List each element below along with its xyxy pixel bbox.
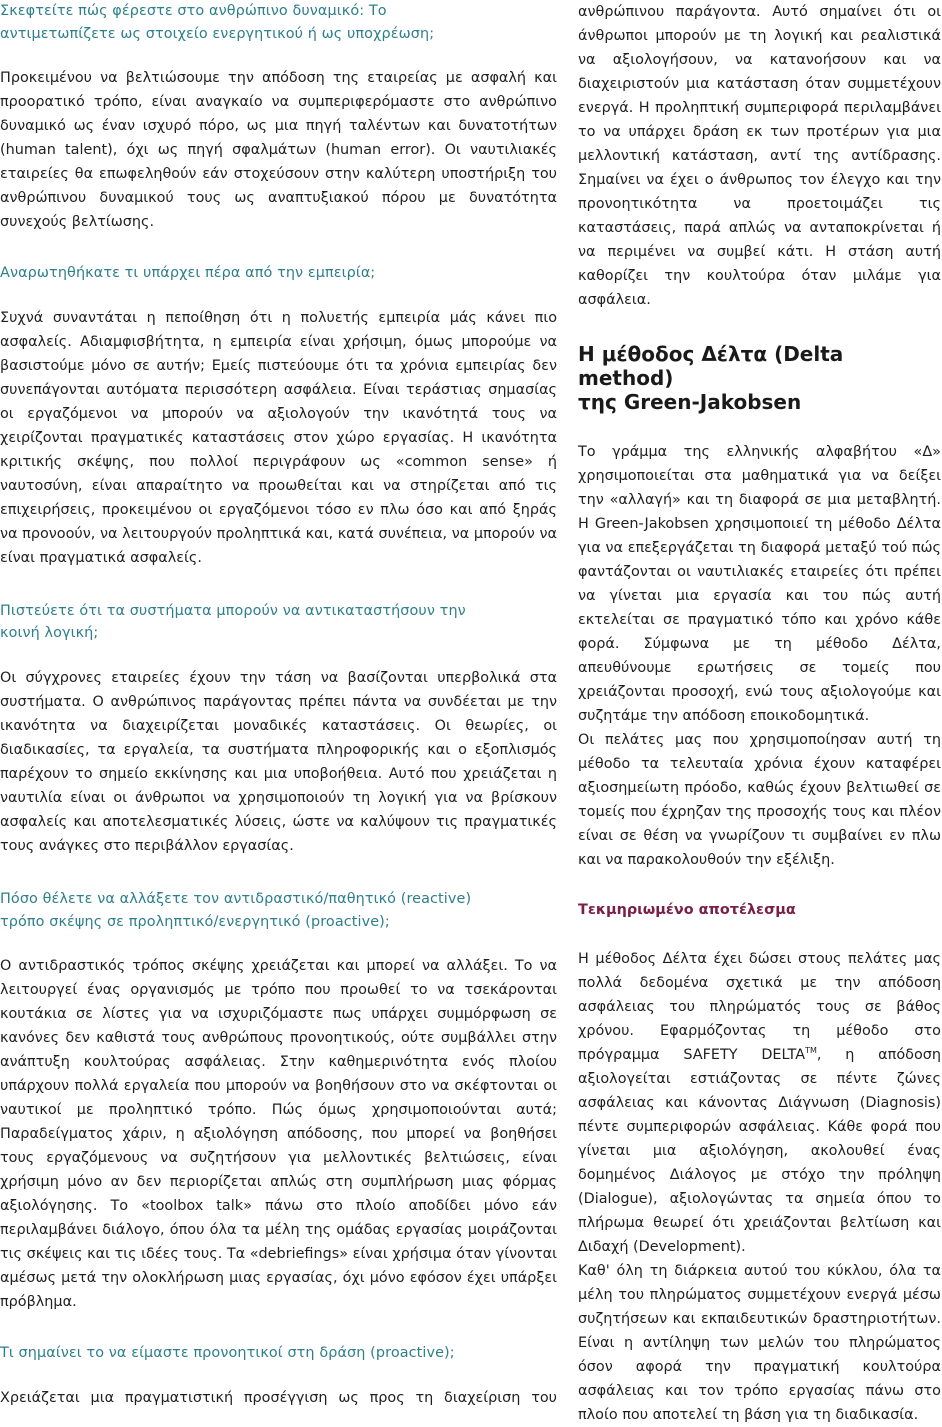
paragraph-text: , η απόδοση αξιολογείται εστιάζοντας σε πέντε ζώνες ασφάλειας και κάνοντας Διάγνωση (Diagnosis) πέντε συμπεριφορών ασφάλειας. Κάθε φορά που γίνεται μια αξιολόγηση, ακολουθεί ένας δομημένος Διάλογος με στόχο την πρόληψη (Dialogue), αξιολογώντας τα σημεία όπου το πλήρωμα θεωρεί ότι χρειάζονται βελτίωση και Διδαχή (Development).	[578, 1047, 941, 1255]
paragraph: ανθρώπινου παράγοντα. Αυτό σημαίνει ότι οι άνθρωποι μπορούν με τη λογική και ρεαλιστικά να αξιολογήσουν, να κατανοήσουν και να διαχειριστούν μια κατάσταση όταν συμμετέχουν ενεργά. Η προληπτική συμπεριφορά περιλαμβάνει το να υπάρχει δράση εκ των προτέρων για μια μελλοντική κατάσταση, αντί της αντίδρασης. Σημαίνει να έχει ο άνθρωπος τον έλεγχο και την προνοητικότητα να προετοιμάζει τις καταστάσεις, παρά απλώς να ανταποκρίνεται ή να περιμένει να συμβεί κάτι. Η στάση αυτή καθορίζει την κουλτούρα όταν μιλάμε για ασφάλεια.	[578, 4, 941, 308]
article-title-line-1: Η μέθοδος Δέλτα (Delta method)	[578, 342, 844, 390]
paragraph: Προκειμένου να βελτιώσουμε την απόδοση της εταιρείας με ασφαλή και προορατικό τρόπο, είναι αναγκαίο να συμπεριφερόμαστε στο ανθρώπινο δυναμικό ως έναν ισχυρό πόρο, ως μια πηγή ταλέντων και δυνατοτήτων (human talent), όχι ως πηγή σφαλμάτων (human error). Οι ναυτιλιακές εταιρείες θα επωφεληθούν εάν στοχεύσουν στην καλύτερη υποστήριξη του ανθρώπινου δυναμικού τους ως αναπτυξιακού πόρου με δυνατότητα συνεχούς βελτίωσης.	[0, 70, 557, 231]
section-heading: Αναρωτηθήκατε τι υπάρχει πέρα από την εμπειρία;	[0, 265, 376, 282]
right-column	[578, 0, 941, 1427]
paragraph: Οι σύγχρονες εταιρείες έχουν την τάση να βασίζονται υπερβολικά στα συστήματα. Ο ανθρώπινος παράγοντας πρέπει πάντα να συνδέεται με την ικανότητα να διαχειρίζεται μοναδικές καταστάσεις. Οι θεωρίες, οι διαδικασίες, τα εργαλεία, τα συστήματα πληροφορικής και ο εξοπλισμός παρέχουν το σημείο εκκίνησης και μια υποβοήθεια. Αυτό που χρειάζεται η ναυτιλία είναι οι άνθρωποι να χρησιμοποιούν τη λογική για να βρίσκουν ασφαλείς και αποτελεσματικές λύσεις, ώστε να καλύψουν τις πραγματικές τους ανάγκες στο περιβάλλον εργασίας.	[0, 669, 557, 854]
subsection-heading: Τεκμηριωμένο αποτέλεσμα	[578, 902, 796, 918]
paragraph: Το γράμμα της ελληνικής αλφαβήτου «Δ» χρησιμοποιείται στα μαθηματικά για να δείξει την «αλλαγή» και τη διαφορά σε μια μεταβλητή. Η Green-Jakobsen χρησιμοποιεί τη μέθοδο Δέλτα για να επεξεργάζεται τη διαφορά μεταξύ τού πώς φαντάζονται οι ναυτιλιακές εταιρείες ότι πρέπει να γίνεται μια εργασία και του πώς αυτή εκτελείται σε πραγματικό τόπο και χρόνο κάθε φορά. Σύμφωνα με τη μέθοδο Δέλτα, απευθύνουμε ερωτήσεις σε τομείς που χρειάζονται προσοχή, ενώ τους αξιολογούμε και συζητάμε την απόδοση εποικοδομητικά.	[578, 444, 941, 724]
paragraph: Συχνά συναντάται η πεποίθηση ότι η πολυετής εμπειρία μάς κάνει πιο ασφαλείς. Αδιαμφισβήτητα, η εμπειρία είναι χρήσιμη, όμως μπορούμε να βασιστούμε μόνο σε αυτήν; Εμείς πιστεύουμε ότι τα χρόνια εμπειρίας δεν συνεπάγονται αυτόματα περισσότερη ασφάλεια. Είναι τεράστιας σημασίας οι εργαζόμενοι να μπορούν να αξιολογούν την ικανότητά τους να χειρίζονται πραγματικές καταστάσεις στον χώρο εργασίας. Η ικανότητα κριτικής σκέψης, που πολλοί περιγράφουν ως «common sense» ή ναυτοσύνη, είναι απαραίτητο να προωθείται και να στηρίζεται από τις επιχειρήσεις, προκειμένου οι εργαζόμενοι τόσο εν πλω όσο και από ξηράς να προνοούν, να λειτουργούν προληπτικά και, κατά συνέπεια, να μπορούν να είναι πραγματικά ασφαλείς.	[0, 309, 557, 566]
article-title	[578, 342, 941, 414]
paragraph: Ο αντιδραστικός τρόπος σκέψης χρειάζεται και μπορεί να αλλάξει. Το να λειτουργεί ένας οργανισμός με τρόπο που προωθεί το να τσεκάρονται κουτάκια σε λίστες για να ισχυριζόμαστε πως υπάρχει συμμόρφωση σε κανόνες δεν καθιστά τους ανθρώπους προνοητικούς, ούτε συμβάλλει στην ανάπτυξη κουλτούρας ασφάλειας. Στην καθημερινότητα ενός πλοίου υπάρχουν πολλά εργαλεία που μπορούν να βοηθήσουν στο να σκέφτονται οι ναυτικοί με προληπτικό τρόπο. Πώς όμως χρησιμοποιούνται αυτά; Παραδείγματος χάριν, η αξιολόγηση απόδοσης, που μπορεί να βοηθήσει τους εργαζόμενους να συζητήσουν για μελλοντικές βελτιώσεις, είναι χρήσιμη μόνο αν δεν περιορίζεται απλώς στη συμπλήρωση μιας φόρμας αξιολόγησης. Το «toolbox talk» πάνω στο πλοίο αποδίδει μόνο εάν περιλαμβάνει διάλογο, όπου όλα τα μέλη της ομάδας εργασίας μοιράζονται τις σκέψεις και τις ιδέες τους. Τα «debriefings» είναι χρήσιμα όταν γίνονται αμέσως μετά την ολοκλήρωση μιας εργασίας, όχι μόνο εφόσον έχει υπάρξει πρόβλημα.	[0, 958, 557, 1311]
section-heading: Πόσο θέλετε να αλλάξετε τον αντιδραστικό/παθητικό (reactive) τρόπο σκέψης σε προληπτικό/ενεργητικό (proactive);	[0, 890, 472, 930]
section-heading: Σκεφτείτε πώς φέρεστε στο ανθρώπινο δυναμικό: Το αντιμετωπίζετε ως στοιχείο ενεργητικού ή ως υποχρέωση;	[0, 3, 435, 42]
paragraph	[578, 947, 941, 1259]
section-heading: Πιστεύετε ότι τα συστήματα μπορούν να αντικαταστήσουν την κοινή λογική;	[0, 602, 466, 642]
paragraph-text: Η μέθοδος Δέλτα έχει δώσει στους πελάτες μας πολλά δεδομένα σχετικά με την απόδοση ασφάλειας του πληρώματός τους σε βάθος χρόνου. Εφαρμόζοντας τη μέθοδο στο πρόγραμμα SAFETY DELTA	[578, 951, 941, 1063]
trademark-mark: TM	[805, 1046, 817, 1055]
paragraph: Χρειάζεται μια πραγματιστική προσέγγιση ως προς τη διαχείριση του	[0, 1389, 557, 1406]
paragraph: Οι πελάτες μας που χρησιμοποίησαν αυτή τη μέθοδο τα τελευταία χρόνια έχουν καταφέρει αξιοσημείωτη πρόοδο, καθώς έχουν βελτιωθεί σε τομείς που έχρηζαν της προσοχής τους και πλέον είναι σε θέση να γνωρίζουν τι συμβαίνει εν πλω και να παρακολουθούν την εξέλιξη.	[578, 732, 941, 868]
article-title-line-2: της Green-Jakobsen	[578, 390, 802, 414]
section-heading: Τι σημαίνει το να είμαστε προνοητικοί στη δράση (proactive);	[0, 1345, 455, 1362]
paragraph: Καθ' όλη τη διάρκεια αυτού του κύκλου, όλα τα μέλη του πληρώματος συμμετέχουν ενεργά μέσω συζητήσεων και εκπαιδευτικών δραστηριοτήτων. Είναι η αντίληψη των μελών του πληρώματος όσον αφορά την πραγματική κουλτούρα ασφάλειας και τον τρόπο εργασίας πάνω στο πλοίο που αποτελεί τη βάση για τη διαδικασία.	[578, 1263, 941, 1423]
